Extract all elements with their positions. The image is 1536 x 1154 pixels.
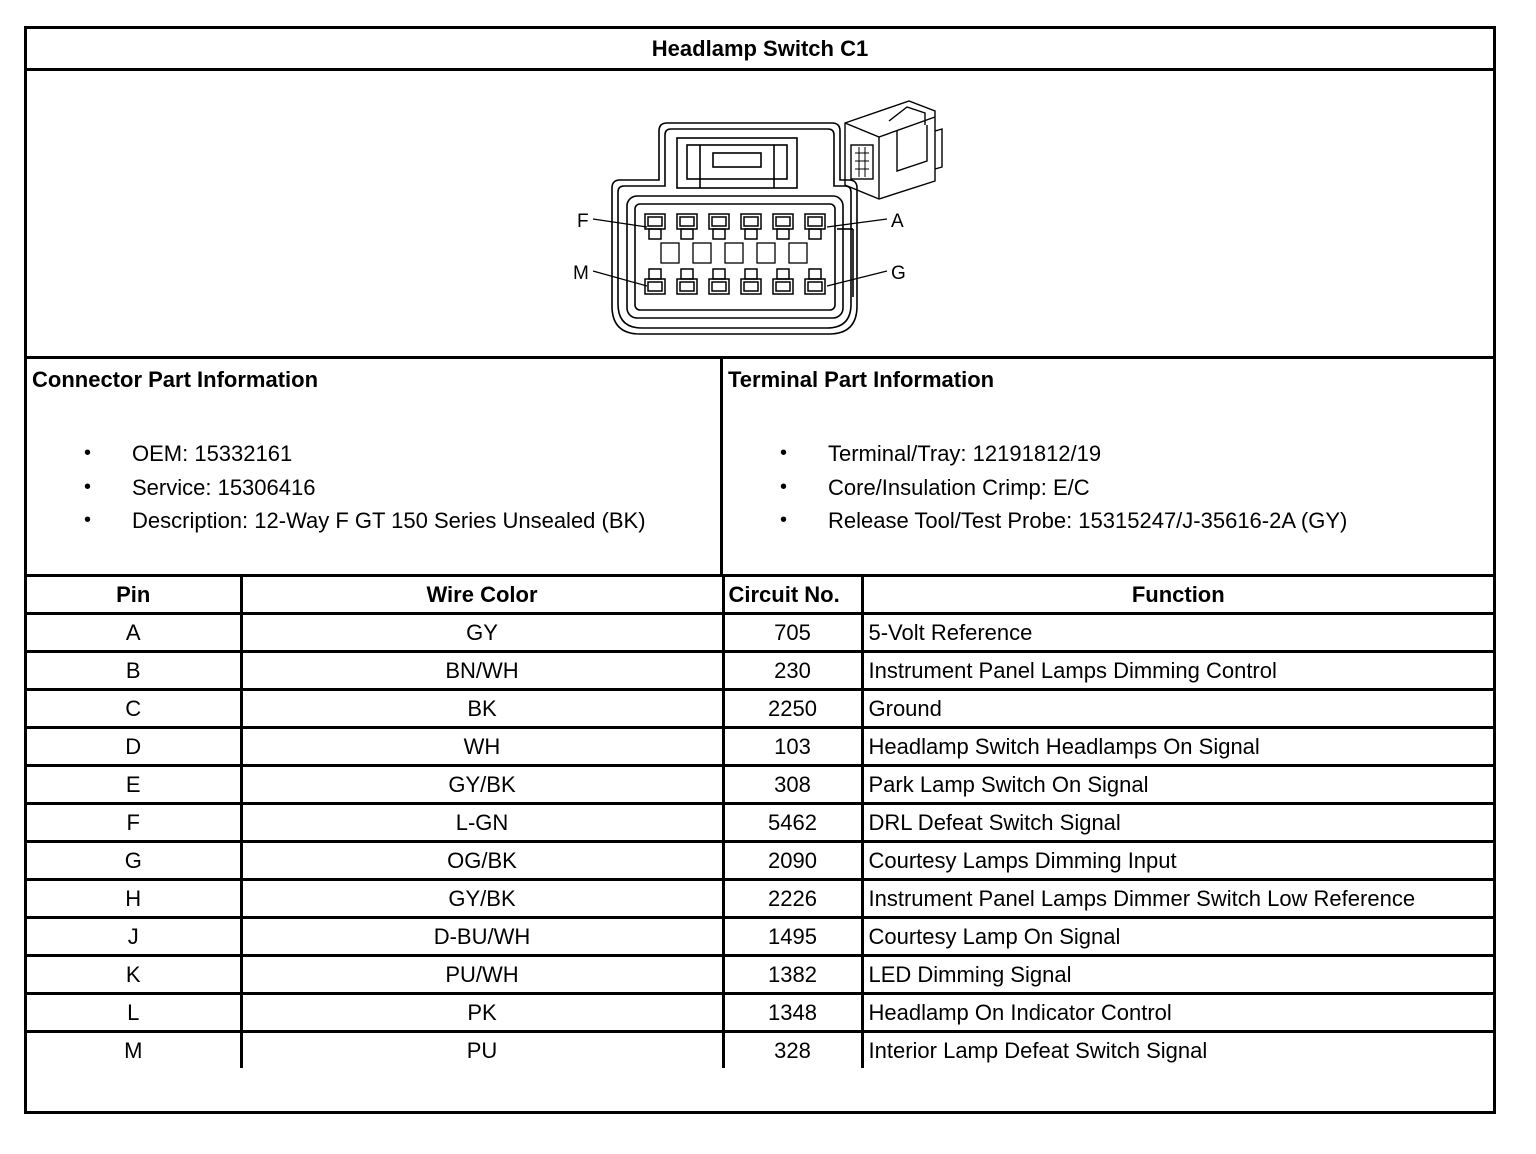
table-row bbox=[27, 956, 1493, 994]
terminal-cavity bbox=[677, 269, 697, 294]
circuit-cell: 2226 bbox=[723, 880, 862, 918]
circuit-cell: 328 bbox=[723, 1032, 862, 1069]
pin-cell: L bbox=[27, 994, 241, 1032]
terminal-cavity bbox=[805, 214, 825, 239]
bullet: • bbox=[84, 475, 92, 498]
circuit-cell: 705 bbox=[723, 614, 862, 652]
pin-cell: K bbox=[27, 956, 241, 994]
bullet: • bbox=[84, 509, 92, 531]
table-row bbox=[27, 994, 1493, 1032]
wire-color-cell: GY bbox=[241, 614, 723, 652]
function-cell: Park Lamp Switch On Signal bbox=[862, 766, 1493, 804]
function-cell: 5-Volt Reference bbox=[862, 614, 1493, 652]
pin-label-m: M bbox=[573, 263, 589, 284]
wire-color-cell: PU bbox=[241, 1032, 723, 1069]
header-circuit: Circuit No. bbox=[723, 577, 862, 614]
connector-3d-icon bbox=[845, 101, 942, 199]
terminal-tray: Terminal/Tray: 12191812/19 bbox=[828, 441, 1102, 466]
pin-label-g: G bbox=[891, 263, 906, 284]
circuit-cell: 2250 bbox=[723, 690, 862, 728]
terminal-cavity bbox=[709, 269, 729, 294]
bullet: • bbox=[84, 442, 92, 464]
table-row bbox=[27, 842, 1493, 880]
connector-service: Service: 15306416 bbox=[132, 474, 316, 500]
part-info-section bbox=[27, 359, 1493, 577]
terminal-socket bbox=[757, 243, 775, 263]
page-title: Headlamp Switch C1 bbox=[27, 29, 1493, 71]
pin-cell: H bbox=[27, 880, 241, 918]
wire-color-cell: D-BU/WH bbox=[241, 918, 723, 956]
connector-oem: OEM: 15332161 bbox=[132, 441, 293, 466]
wire-color-cell: BK bbox=[241, 690, 723, 728]
terminal-cavity bbox=[773, 214, 793, 239]
table-row bbox=[27, 880, 1493, 918]
pin-cell: G bbox=[27, 842, 241, 880]
table-row bbox=[27, 804, 1493, 842]
table-row bbox=[27, 918, 1493, 956]
function-cell: Instrument Panel Lamps Dimming Control bbox=[862, 652, 1493, 690]
terminal-release-tool: Release Tool/Test Probe: 15315247/J-35616-2A (GY) bbox=[828, 508, 1348, 533]
wire-color-cell: WH bbox=[241, 728, 723, 766]
header-function: Function bbox=[862, 577, 1493, 614]
terminal-cavity bbox=[645, 214, 665, 239]
connector-info-heading: Connector Part Information bbox=[32, 367, 319, 392]
terminal-socket bbox=[789, 243, 807, 263]
circuit-cell: 230 bbox=[723, 652, 862, 690]
table-header-row bbox=[27, 577, 1493, 614]
pin-cell: D bbox=[27, 728, 241, 766]
function-cell: Instrument Panel Lamps Dimmer Switch Low Reference bbox=[862, 880, 1493, 918]
pin-cell: A bbox=[27, 614, 241, 652]
table-row bbox=[27, 614, 1493, 652]
header-pin: Pin bbox=[27, 577, 241, 614]
pin-cell: J bbox=[27, 918, 241, 956]
terminal-cavity bbox=[709, 214, 729, 239]
circuit-cell: 1495 bbox=[723, 918, 862, 956]
table-row bbox=[27, 1032, 1493, 1069]
circuit-cell: 1348 bbox=[723, 994, 862, 1032]
terminal-cavity bbox=[741, 269, 761, 294]
terminal-cavity bbox=[677, 214, 697, 239]
terminal-cavity bbox=[773, 269, 793, 294]
function-cell: DRL Defeat Switch Signal bbox=[862, 804, 1493, 842]
pin-cell: M bbox=[27, 1032, 241, 1069]
circuit-cell: 2090 bbox=[723, 842, 862, 880]
wire-color-cell: GY/BK bbox=[241, 880, 723, 918]
circuit-cell: 308 bbox=[723, 766, 862, 804]
terminal-socket bbox=[725, 243, 743, 263]
table-row bbox=[27, 728, 1493, 766]
wire-color-cell: PU/WH bbox=[241, 956, 723, 994]
connector-part-info bbox=[27, 359, 723, 574]
circuit-cell: 1382 bbox=[723, 956, 862, 994]
table-row bbox=[27, 652, 1493, 690]
function-cell: Courtesy Lamps Dimming Input bbox=[862, 842, 1493, 880]
wire-color-cell: OG/BK bbox=[241, 842, 723, 880]
bullet: • bbox=[780, 475, 788, 498]
pinout-table bbox=[27, 577, 1493, 1068]
terminal-cavity bbox=[741, 214, 761, 239]
bullet: • bbox=[780, 442, 788, 464]
terminal-part-info bbox=[723, 359, 1493, 574]
terminal-info-heading: Terminal Part Information bbox=[728, 367, 995, 392]
function-cell: Courtesy Lamp On Signal bbox=[862, 918, 1493, 956]
header-wire-color: Wire Color bbox=[241, 577, 723, 614]
pin-cell: B bbox=[27, 652, 241, 690]
function-cell: LED Dimming Signal bbox=[862, 956, 1493, 994]
wire-color-cell: PK bbox=[241, 994, 723, 1032]
connector-description: Description: 12-Way F GT 150 Series Unsealed (BK) bbox=[132, 508, 646, 533]
bullet: • bbox=[780, 509, 788, 531]
terminal-crimp: Core/Insulation Crimp: E/C bbox=[828, 474, 1090, 500]
pin-label-a: A bbox=[891, 211, 904, 232]
pin-cell: F bbox=[27, 804, 241, 842]
connector-face-diagram bbox=[27, 71, 1493, 356]
pin-label-f: F bbox=[577, 211, 589, 232]
circuit-cell: 5462 bbox=[723, 804, 862, 842]
wire-color-cell: L-GN bbox=[241, 804, 723, 842]
wire-color-cell: GY/BK bbox=[241, 766, 723, 804]
terminal-cavity bbox=[645, 269, 665, 294]
table-row bbox=[27, 690, 1493, 728]
function-cell: Headlamp On Indicator Control bbox=[862, 994, 1493, 1032]
terminal-socket bbox=[661, 243, 679, 263]
wire-color-cell: BN/WH bbox=[241, 652, 723, 690]
table-row bbox=[27, 766, 1493, 804]
pin-cell: C bbox=[27, 690, 241, 728]
terminal-cavity bbox=[805, 269, 825, 294]
connector-diagram-panel bbox=[27, 71, 1493, 359]
connector-sheet bbox=[24, 26, 1496, 1114]
pin-cell: E bbox=[27, 766, 241, 804]
circuit-cell: 103 bbox=[723, 728, 862, 766]
function-cell: Headlamp Switch Headlamps On Signal bbox=[862, 728, 1493, 766]
terminal-socket bbox=[693, 243, 711, 263]
function-cell: Ground bbox=[862, 690, 1493, 728]
function-cell: Interior Lamp Defeat Switch Signal bbox=[862, 1032, 1493, 1069]
